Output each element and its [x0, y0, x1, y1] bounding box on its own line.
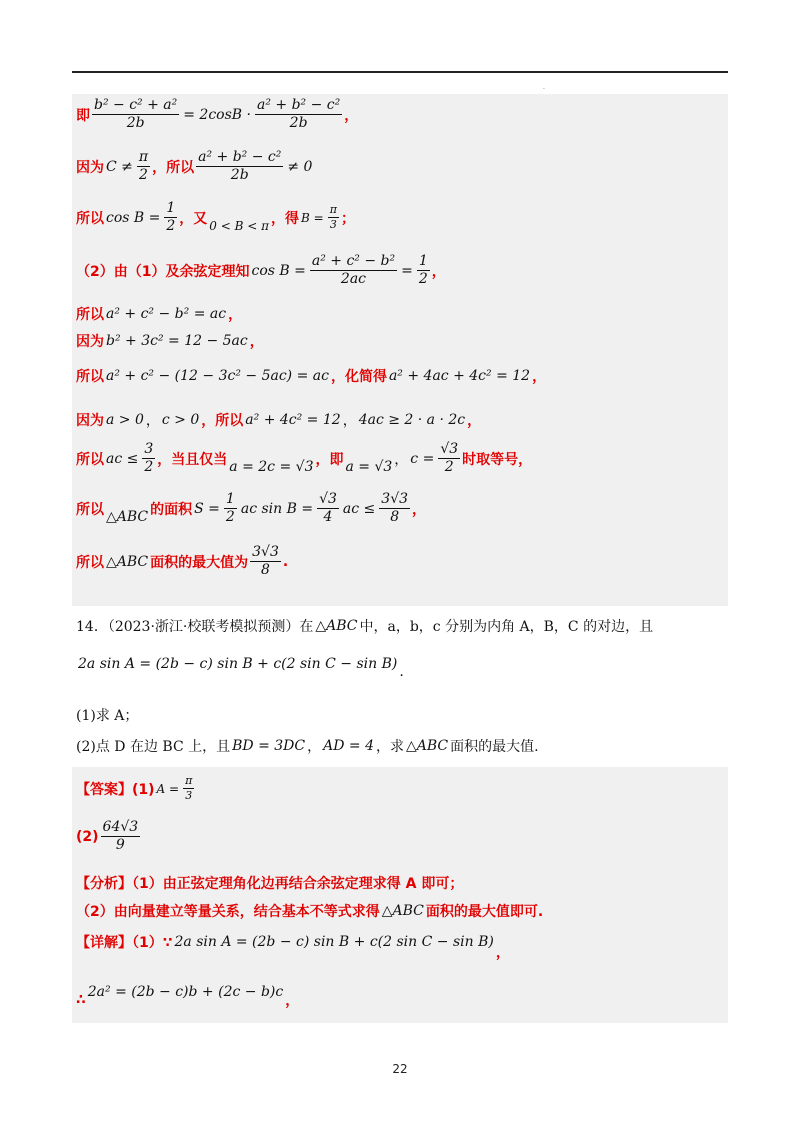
fraction: $\frac{√3}{4}$	[319, 491, 337, 526]
fraction: $\frac{64√3}{9}$	[102, 819, 139, 854]
analysis-line-1: 【分析】（1）由正弦定理角化边再结合余弦定理求得 A 即可；	[76, 876, 464, 892]
problem-line-4: (2)点 D 在边 BC 上，且 BD = 3DC ， AD = 4 ，求 △ABC 面积的最大值.	[76, 738, 539, 755]
fraction: $\frac{3}{2}$	[144, 441, 154, 476]
solution-line-9: 所以 ac ≤ $\frac{3}{2}$ ，当且仅当 a = 2c = √3 ，即 a = √3 ， c = $\frac{√3}{2}$ 时取等号，	[76, 441, 533, 476]
header-rule	[72, 71, 728, 73]
solution-line-6: 因为 b² + 3c² = 12 − 5ac ，	[76, 333, 264, 350]
problem-line-1: 14．（2023·浙江·校联考模拟预测）在 △ABC 中，a，b，c 分别为内角 A，B，C 的对边，且	[76, 618, 654, 635]
fraction: $\frac{3√3}{8}$	[252, 544, 279, 579]
solution-line-10: 所以 △ABC 的面积 S = $\frac{1}{2}$ ac sin B = $\frac{√3}{4}$ ac ≤ $\frac{3√3}{8}$ ，	[76, 491, 427, 526]
solution-line-8: 因为 a > 0 ， c > 0 ，所以 a² + 4c² = 12 ， 4ac ≥ 2 · a · 2c ，	[76, 412, 482, 429]
fraction: $\frac{\pi}{3}$	[185, 774, 193, 803]
solution-line-4: （2）由（1）及余弦定理知 cos B = $\frac{\text{a² + c² − b²}}{2ac}$ = $\frac{1}{2}$ ，	[76, 253, 446, 288]
header-mark: ·	[543, 86, 545, 93]
answer-line-1: 【答案】(1) A = $\frac{\pi}{3}$	[76, 774, 193, 803]
fraction: $\frac{1}{2}$	[418, 253, 428, 288]
solution-line-3: 所以 cos B = $\frac{1}{2}$ ，又 0 < B < π ，得 B = $\frac{\pi}{3}$ ；	[76, 200, 355, 235]
detail-line-2: ∴ 2a² = (2b − c)b + (2c − b)c ，	[76, 984, 300, 1009]
solution-line-5: 所以 a² + c² − b² = ac ，	[76, 306, 243, 323]
fraction: $\frac{√3}{2}$	[440, 441, 459, 476]
solution-line-1: 即 $\frac{\text{b² − c² + a²}}{2b}$ = 2cosB · $\frac{\text{a² + b² − c²}}{2b}$ ，	[76, 97, 359, 132]
answer-line-2: (2) $\frac{64√3}{9}$	[76, 819, 139, 854]
solution-line-11: 所以 △ABC 面积的最大值为 $\frac{3√3}{8}$ .	[76, 544, 289, 579]
fraction: $\frac{1}{2}$	[166, 200, 176, 235]
fraction: $\frac{\pi}{2}$	[138, 149, 149, 184]
detail-line-1: 【详解】（1）∵ 2a sin A = (2b − c) sin B + c(2 sin C − sin B) ，	[76, 934, 510, 961]
solution-line-7: 所以 a² + c² − (12 − 3c² − 5ac) = ac ，化简得 a² + 4ac + 4c² = 12 ，	[76, 368, 547, 385]
solution-line-2: 因为 C ≠ $\frac{\pi}{2}$ ，所以 $\frac{\text{a² + b² − c²}}{2b}$ ≠ 0	[76, 149, 313, 184]
fraction: $\frac{\text{a² + c² − b²}}{2ac}$	[311, 253, 396, 288]
fraction: $\frac{\text{a² + b² − c²}}{2b}$	[256, 97, 341, 132]
problem-line-2: 2a sin A = (2b − c) sin B + c(2 sin C − sin B) .	[78, 656, 404, 680]
fraction: $\frac{1}{2}$	[225, 491, 235, 526]
fraction: $\frac{\pi}{3}$	[329, 203, 337, 232]
fraction: $\frac{\text{a² + b² − c²}}{2b}$	[198, 149, 282, 184]
fraction: $\frac{\text{b² − c² + a²}}{2b}$	[94, 97, 178, 132]
problem-line-3: (1)求 A；	[76, 708, 139, 724]
page-number: 22	[392, 1062, 408, 1076]
analysis-line-2: （2）由向量建立等量关系，结合基本不等式求得 △ABC 面积的最大值即可.	[76, 903, 544, 920]
fraction: $\frac{3√3}{8}$	[381, 491, 409, 526]
